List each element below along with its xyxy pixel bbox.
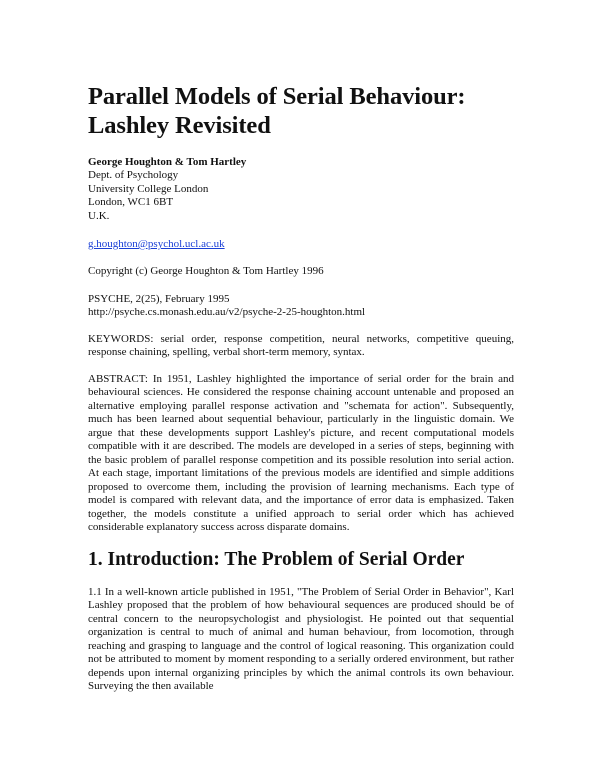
affiliation bbox=[88, 169, 514, 223]
copyright-notice: Copyright (c) George Houghton & Tom Hartley 1996 bbox=[88, 265, 324, 277]
paper-page bbox=[88, 82, 514, 694]
abstract: ABSTRACT: In 1951, Lashley highlighted the importance of serial order for the brain and behavioural sciences. He considered the response chaining account untenable and proposed an alternative employing parallel response activation and "schemata for action". Subsequently, much has been learned about sequential behaviour, particularly in the linguistic domain. We argue that these developments support Lashley's picture, and recent computational models compatible with it are described. The models are developed in a series of steps, beginning with the basic problem of parallel response competition and its possible resolution into serial action. At each stage, important limitations of the previous models are identified and simple additions proposed to overcome them, including the provision of learning mechanisms. Each type of model is compared with relevant data, and the importance of error data is emphasized. Taken together, the models constitute a unified approach to serial order which has achieved considerable explanatory success across disparate domains. bbox=[88, 372, 514, 533]
intro-paragraph: 1.1 In a well-known article published in 1951, "The Problem of Serial Order in Behavior", Karl Lashley proposed that the problem of how behavioural sequences are produced should be of central concern to the neuropsychologist and physiologist. He pointed out that sequential organization is central to much of animal and human behaviour, from locomotion, through reaching and grasping to language and the control of logical reasoning. This organization could not be attributed to moment by moment responding to a serially ordered environment, but rather depends upon internal organizing principles by which the animal controls its own behaviour. Surveying the then available bbox=[88, 585, 514, 692]
affiliation-city: London, WC1 6BT bbox=[88, 196, 174, 208]
citation-block bbox=[88, 293, 514, 320]
author-email-link[interactable]: g.houghton@psychol.ucl.ac.uk bbox=[88, 238, 225, 250]
title-line-2: Lashley Revisited bbox=[88, 112, 271, 139]
title-line-1: Parallel Models of Serial Behaviour: bbox=[88, 83, 466, 110]
affiliation-university: University College London bbox=[88, 182, 209, 195]
keywords: KEYWORDS: serial order, response competition, neural networks, competitive queuing, response chaining, spelling, verbal short-term memory, syntax. bbox=[88, 332, 514, 358]
affiliation-country: U.K. bbox=[88, 209, 110, 222]
section-heading: 1. Introduction: The Problem of Serial Order bbox=[88, 548, 465, 570]
journal-citation: PSYCHE, 2(25), February 1995 bbox=[88, 292, 230, 305]
authors: George Houghton & Tom Hartley bbox=[88, 156, 247, 168]
article-url: http://psyche.cs.monash.edu.au/v2/psyche-2-25-houghton.html bbox=[88, 306, 366, 318]
paper-title bbox=[88, 82, 514, 140]
affiliation-dept: Dept. of Psychology bbox=[88, 169, 179, 181]
